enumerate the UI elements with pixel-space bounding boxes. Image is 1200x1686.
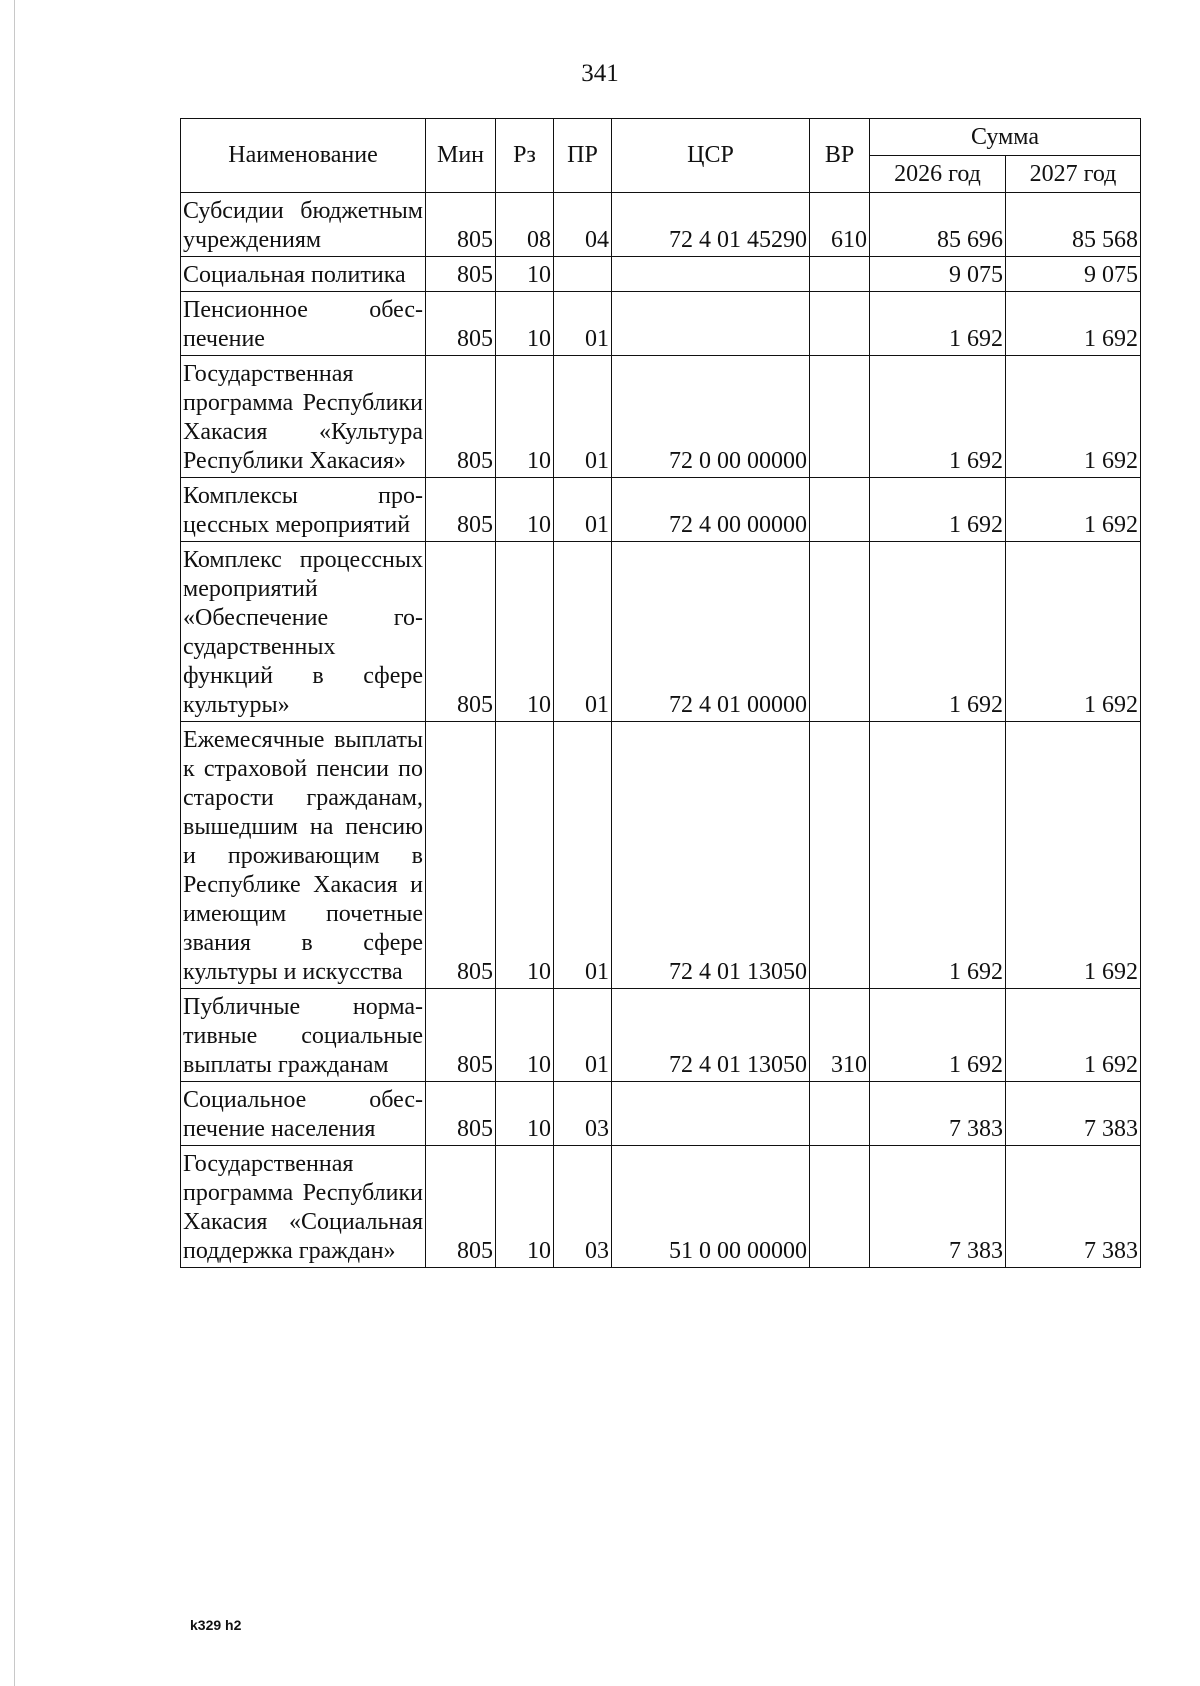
cell-vr: 610	[810, 193, 870, 257]
cell-name: Субсидии бюджетным учреждениям	[181, 193, 426, 257]
cell-min: 805	[426, 356, 496, 478]
header-year-2027: 2027 год	[1006, 156, 1141, 193]
table-row	[181, 356, 1141, 478]
cell-name: Социальное обеспечение населения	[181, 1082, 426, 1146]
budget-table	[180, 118, 1141, 1268]
cell-sum-2026: 1 692	[870, 356, 1006, 478]
cell-csr: 51 0 00 00000	[612, 1146, 810, 1268]
cell-min: 805	[426, 542, 496, 722]
cell-sum-2026: 1 692	[870, 722, 1006, 989]
header-vr: ВР	[810, 119, 870, 193]
cell-sum-2027: 7 383	[1006, 1082, 1141, 1146]
cell-pr	[554, 257, 612, 292]
cell-vr	[810, 722, 870, 989]
cell-sum-2026: 7 383	[870, 1146, 1006, 1268]
cell-pr: 01	[554, 542, 612, 722]
cell-sum-2027: 9 075	[1006, 257, 1141, 292]
cell-min: 805	[426, 722, 496, 989]
cell-vr	[810, 1146, 870, 1268]
cell-csr	[612, 257, 810, 292]
cell-name: Социальная политика	[181, 257, 426, 292]
cell-name: Комплексы процессных мероприятий	[181, 478, 426, 542]
cell-rz: 10	[496, 356, 554, 478]
cell-name: Государственная программа Республики Хакасия «Социальная поддержка граждан»	[181, 1146, 426, 1268]
cell-csr: 72 4 01 13050	[612, 722, 810, 989]
cell-min: 805	[426, 989, 496, 1082]
cell-pr: 01	[554, 356, 612, 478]
cell-sum-2026: 1 692	[870, 542, 1006, 722]
cell-csr	[612, 1082, 810, 1146]
cell-min: 805	[426, 193, 496, 257]
cell-vr	[810, 257, 870, 292]
cell-min: 805	[426, 292, 496, 356]
table-row	[181, 722, 1141, 989]
cell-rz: 10	[496, 478, 554, 542]
cell-pr: 04	[554, 193, 612, 257]
cell-vr	[810, 542, 870, 722]
cell-name: Комплекс процессных мероприятий «Обеспечение государственных функций в сфере культуры»	[181, 542, 426, 722]
cell-min: 805	[426, 478, 496, 542]
cell-name: Государственная программа Республики Хакасия «Культура Республики Хакасия»	[181, 356, 426, 478]
cell-rz: 10	[496, 1082, 554, 1146]
cell-csr: 72 4 01 00000	[612, 542, 810, 722]
cell-vr	[810, 1082, 870, 1146]
cell-rz: 10	[496, 542, 554, 722]
cell-vr	[810, 356, 870, 478]
cell-rz: 08	[496, 193, 554, 257]
cell-sum-2026: 85 696	[870, 193, 1006, 257]
cell-rz: 10	[496, 722, 554, 989]
table-row	[181, 193, 1141, 257]
cell-name: Пенсионное обеспечение	[181, 292, 426, 356]
table-row	[181, 257, 1141, 292]
cell-pr: 03	[554, 1146, 612, 1268]
cell-rz: 10	[496, 989, 554, 1082]
cell-csr	[612, 292, 810, 356]
cell-csr: 72 0 00 00000	[612, 356, 810, 478]
header-csr: ЦСР	[612, 119, 810, 193]
header-sum: Сумма	[870, 119, 1141, 156]
cell-rz: 10	[496, 292, 554, 356]
cell-pr: 01	[554, 989, 612, 1082]
cell-sum-2026: 7 383	[870, 1082, 1006, 1146]
cell-sum-2026: 1 692	[870, 989, 1006, 1082]
footer-code: k329 h2	[190, 1617, 242, 1633]
table-row	[181, 542, 1141, 722]
cell-rz: 10	[496, 1146, 554, 1268]
cell-vr	[810, 292, 870, 356]
cell-pr: 01	[554, 292, 612, 356]
table-row	[181, 1082, 1141, 1146]
table-row	[181, 292, 1141, 356]
cell-sum-2026: 1 692	[870, 292, 1006, 356]
cell-sum-2026: 1 692	[870, 478, 1006, 542]
cell-vr	[810, 478, 870, 542]
header-pr: ПР	[554, 119, 612, 193]
cell-min: 805	[426, 1146, 496, 1268]
cell-rz: 10	[496, 257, 554, 292]
cell-name: Ежемесячные выплаты к страховой пенсии по старости гражданам, вышедшим на пенсию и проживающим в Республике Хакасия и имеющим почетные звания в сфере культуры и искусства	[181, 722, 426, 989]
table-body	[181, 193, 1141, 1268]
cell-sum-2027: 1 692	[1006, 989, 1141, 1082]
page-number: 341	[581, 60, 619, 87]
table-row	[181, 1146, 1141, 1268]
header-name: Наименование	[181, 119, 426, 193]
cell-pr: 03	[554, 1082, 612, 1146]
cell-sum-2027: 1 692	[1006, 542, 1141, 722]
cell-sum-2027: 85 568	[1006, 193, 1141, 257]
header-year-2026: 2026 год	[870, 156, 1006, 193]
cell-vr: 310	[810, 989, 870, 1082]
table-row	[181, 989, 1141, 1082]
table-header	[181, 119, 1141, 193]
cell-pr: 01	[554, 722, 612, 989]
cell-sum-2027: 7 383	[1006, 1146, 1141, 1268]
table-row	[181, 478, 1141, 542]
cell-sum-2027: 1 692	[1006, 292, 1141, 356]
header-rz: Рз	[496, 119, 554, 193]
cell-csr: 72 4 01 13050	[612, 989, 810, 1082]
cell-csr: 72 4 00 00000	[612, 478, 810, 542]
scan-left-edge	[14, 0, 15, 1686]
cell-sum-2027: 1 692	[1006, 356, 1141, 478]
cell-sum-2027: 1 692	[1006, 722, 1141, 989]
header-min: Мин	[426, 119, 496, 193]
cell-min: 805	[426, 257, 496, 292]
cell-name: Публичные нормативные социальные выплаты гражданам	[181, 989, 426, 1082]
cell-csr: 72 4 01 45290	[612, 193, 810, 257]
cell-sum-2026: 9 075	[870, 257, 1006, 292]
cell-min: 805	[426, 1082, 496, 1146]
cell-pr: 01	[554, 478, 612, 542]
cell-sum-2027: 1 692	[1006, 478, 1141, 542]
